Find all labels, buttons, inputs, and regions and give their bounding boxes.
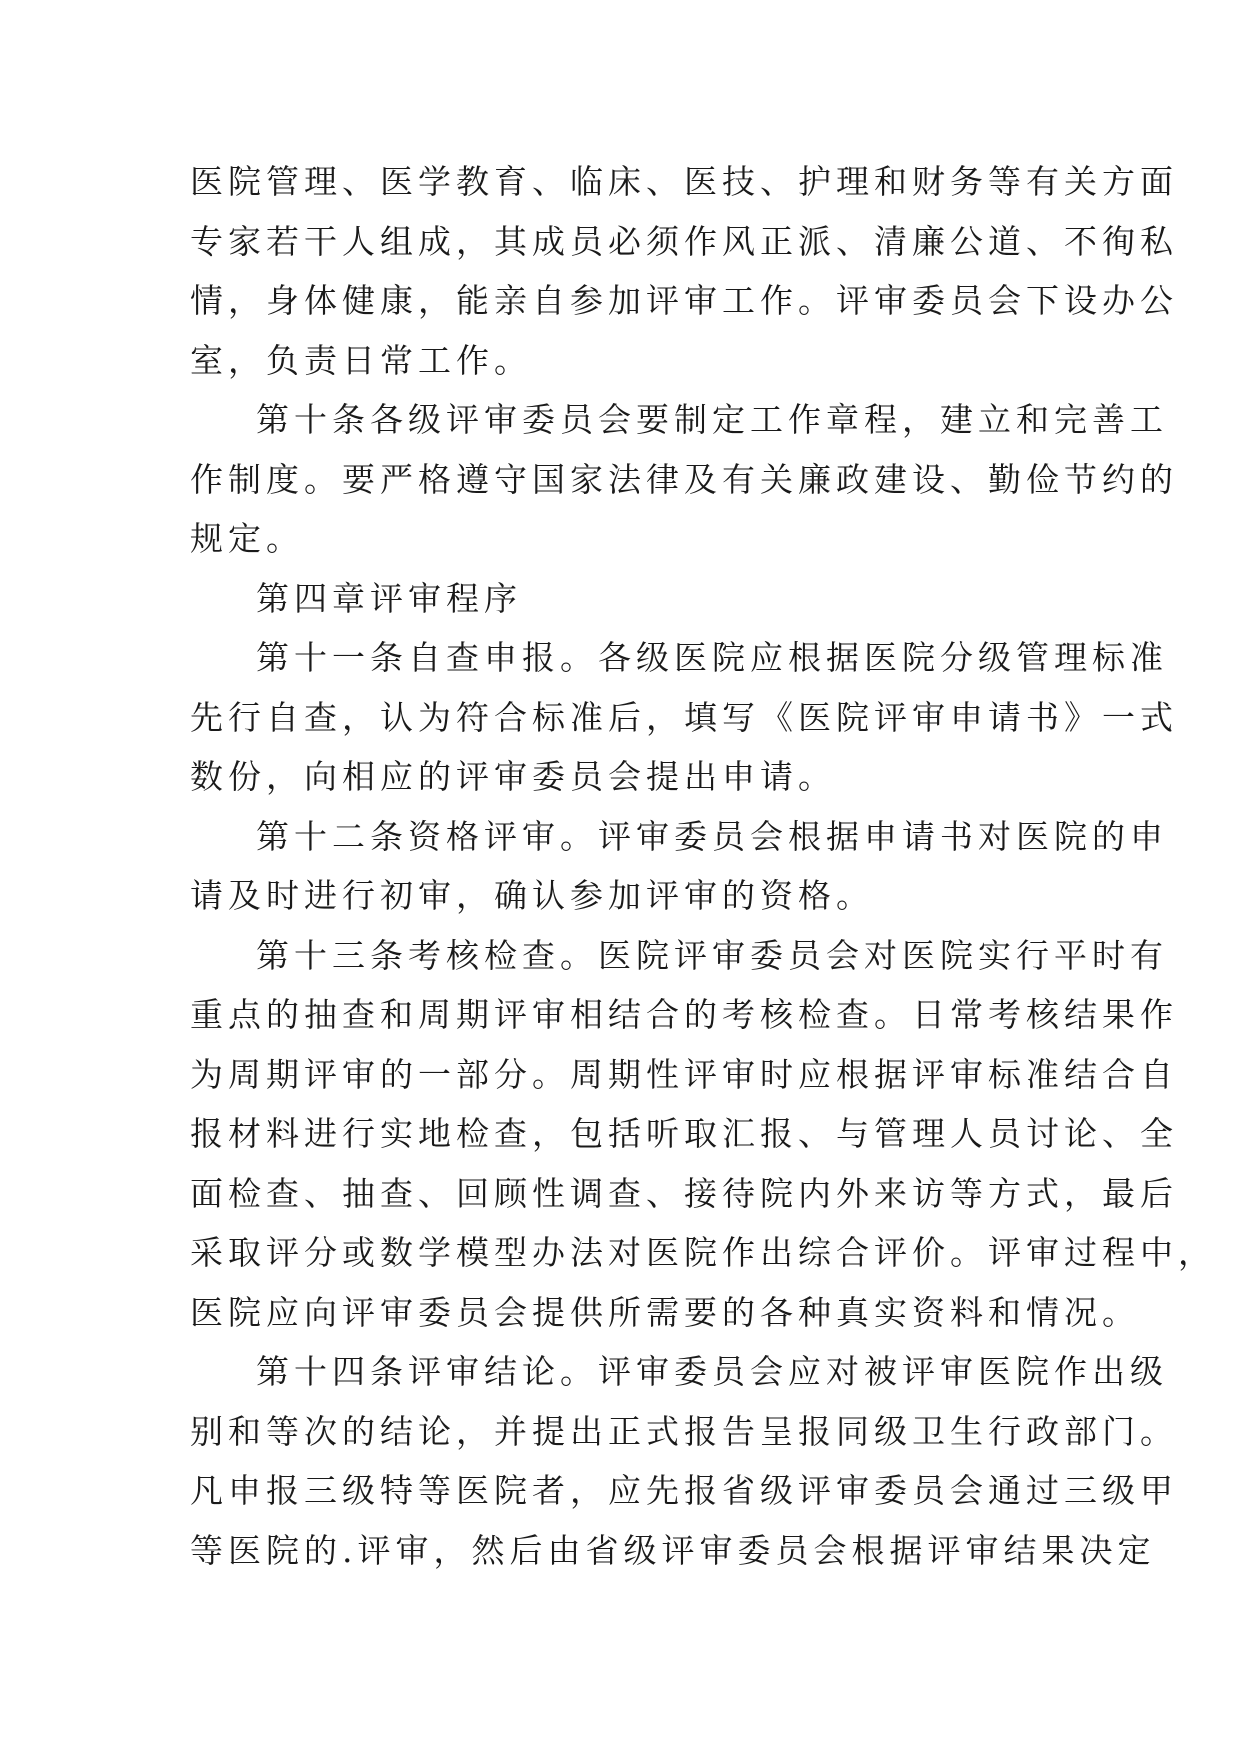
paragraph-line: 凡申报三级特等医院者，应先报省级评审委员会通过三级甲 <box>190 1471 1178 1510</box>
paragraph-line: 报材料进行实地检查，包括听取汇报、与管理人员讨论、全 <box>190 1114 1178 1153</box>
paragraph-line: 情，身体健康，能亲自参加评审工作。评审委员会下设办公 <box>190 281 1178 320</box>
paragraph-first-line: 第十条各级评审委员会要制定工作章程，建立和完善工 <box>256 400 1168 439</box>
paragraph-line: 为周期评审的一部分。周期性评审时应根据评审标准结合自 <box>190 1054 1178 1094</box>
paragraph-first-line: 第十一条自查申报。各级医院应根据医院分级管理标准 <box>256 638 1168 677</box>
paragraph-line: 重点的抽查和周期评审相结合的考核检查。日常考核结果作 <box>190 995 1178 1034</box>
paragraph-line: 室，负责日常工作。 <box>190 340 532 380</box>
paragraph-line: 等医院的.评审，然后由省级评审委员会根据评审结果决定 <box>190 1530 1156 1570</box>
paragraph-line: 采取评分或数学模型办法对医院作出综合评价。评审过程中， <box>190 1233 1216 1272</box>
paragraph-line: 作制度。要严格遵守国家法律及有关廉政建设、勤俭节约的 <box>190 459 1178 499</box>
paragraph-line: 请及时进行初审，确认参加评审的资格。 <box>190 876 874 915</box>
paragraph-line: 先行自查，认为符合标准后，填写《医院评审申请书》一式 <box>190 697 1178 737</box>
paragraph-first-line: 第十四条评审结论。评审委员会应对被评审医院作出级 <box>256 1352 1168 1391</box>
paragraph-line: 医院应向评审委员会提供所需要的各种真实资料和情况。 <box>190 1292 1140 1332</box>
paragraph-first-line: 第十二条资格评审。评审委员会根据申请书对医院的申 <box>256 816 1168 856</box>
paragraph-line: 医院管理、医学教育、临床、医技、护理和财务等有关方面 <box>190 162 1178 201</box>
paragraph-first-line: 第四章评审程序 <box>256 578 522 618</box>
document-body <box>190 152 1216 1580</box>
paragraph-line: 数份，向相应的评审委员会提出申请。 <box>190 757 836 796</box>
paragraph-line: 别和等次的结论，并提出正式报告呈报同级卫生行政部门。 <box>190 1411 1178 1451</box>
paragraph-line: 面检查、抽查、回顾性调查、接待院内外来访等方式，最后 <box>190 1173 1178 1213</box>
paragraph-line: 专家若干人组成，其成员必须作风正派、清廉公道、不徇私 <box>190 221 1178 261</box>
paragraph-line: 规定。 <box>190 519 304 558</box>
paragraph-first-line: 第十三条考核检查。医院评审委员会对医院实行平时有 <box>256 935 1168 975</box>
